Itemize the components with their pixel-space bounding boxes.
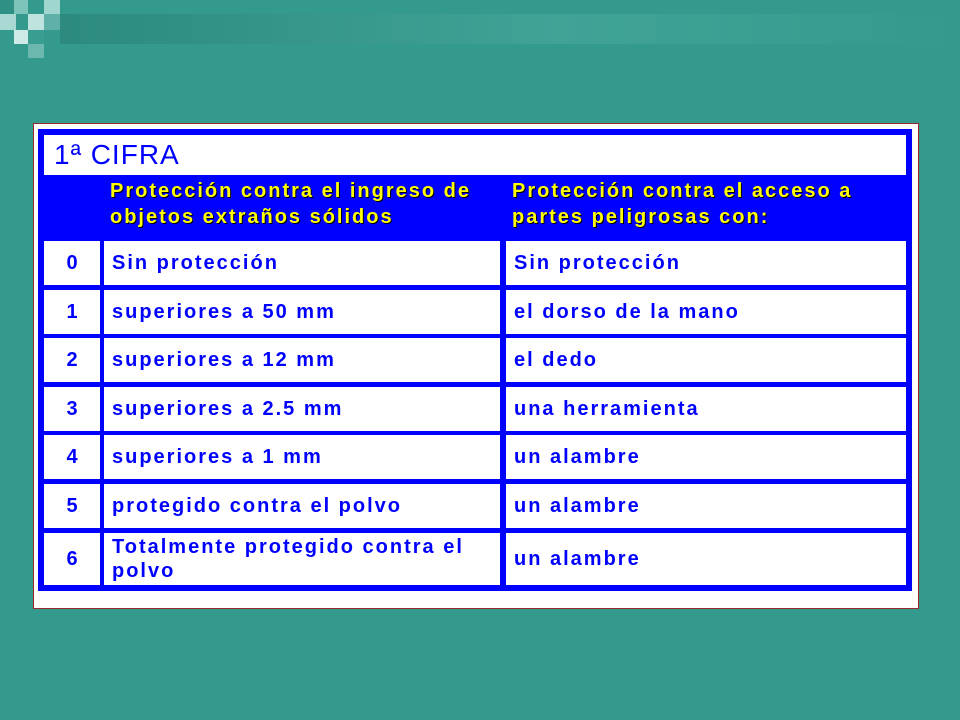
row-access: el dorso de la mano (506, 290, 906, 334)
row-solids: Sin protección (104, 241, 500, 285)
ip-code-table (38, 129, 912, 591)
row-access: un alambre (506, 484, 906, 528)
decorative-square (28, 44, 44, 58)
row-solids: superiores a 2.5 mm (104, 387, 500, 431)
row-access: el dedo (506, 338, 906, 382)
decorative-square (44, 0, 60, 14)
row-digit: 2 (44, 338, 100, 382)
row-access: Sin protección (506, 241, 906, 285)
row-digit: 5 (44, 484, 100, 528)
column-header-access: Protección contra el acceso a partes peligrosas con: (512, 180, 853, 228)
decorative-square (14, 30, 28, 44)
decorative-square (0, 14, 16, 30)
decorative-gradient-bar (60, 14, 960, 44)
decorative-square (28, 30, 44, 44)
decorative-square (28, 14, 44, 30)
row-digit: 0 (44, 241, 100, 285)
row-solids: superiores a 1 mm (104, 435, 500, 479)
decorative-square (44, 14, 60, 30)
row-solids: protegido contra el polvo (104, 484, 500, 528)
row-solids: superiores a 12 mm (104, 338, 500, 382)
row-digit: 4 (44, 435, 100, 479)
row-digit: 3 (44, 387, 100, 431)
table-title: 1ª CIFRA (44, 135, 906, 175)
decorative-square (14, 0, 28, 14)
column-header-solids: Protección contra el ingreso de objetos extraños sólidos (110, 180, 471, 228)
row-solids: Totalmente protegido contra el polvo (104, 533, 500, 585)
row-access: un alambre (506, 435, 906, 479)
row-solids: superiores a 50 mm (104, 290, 500, 334)
row-digit: 6 (44, 533, 100, 585)
decorative-square (0, 0, 14, 14)
row-digit: 1 (44, 290, 100, 334)
row-access: un alambre (506, 533, 906, 585)
row-access: una herramienta (506, 387, 906, 431)
